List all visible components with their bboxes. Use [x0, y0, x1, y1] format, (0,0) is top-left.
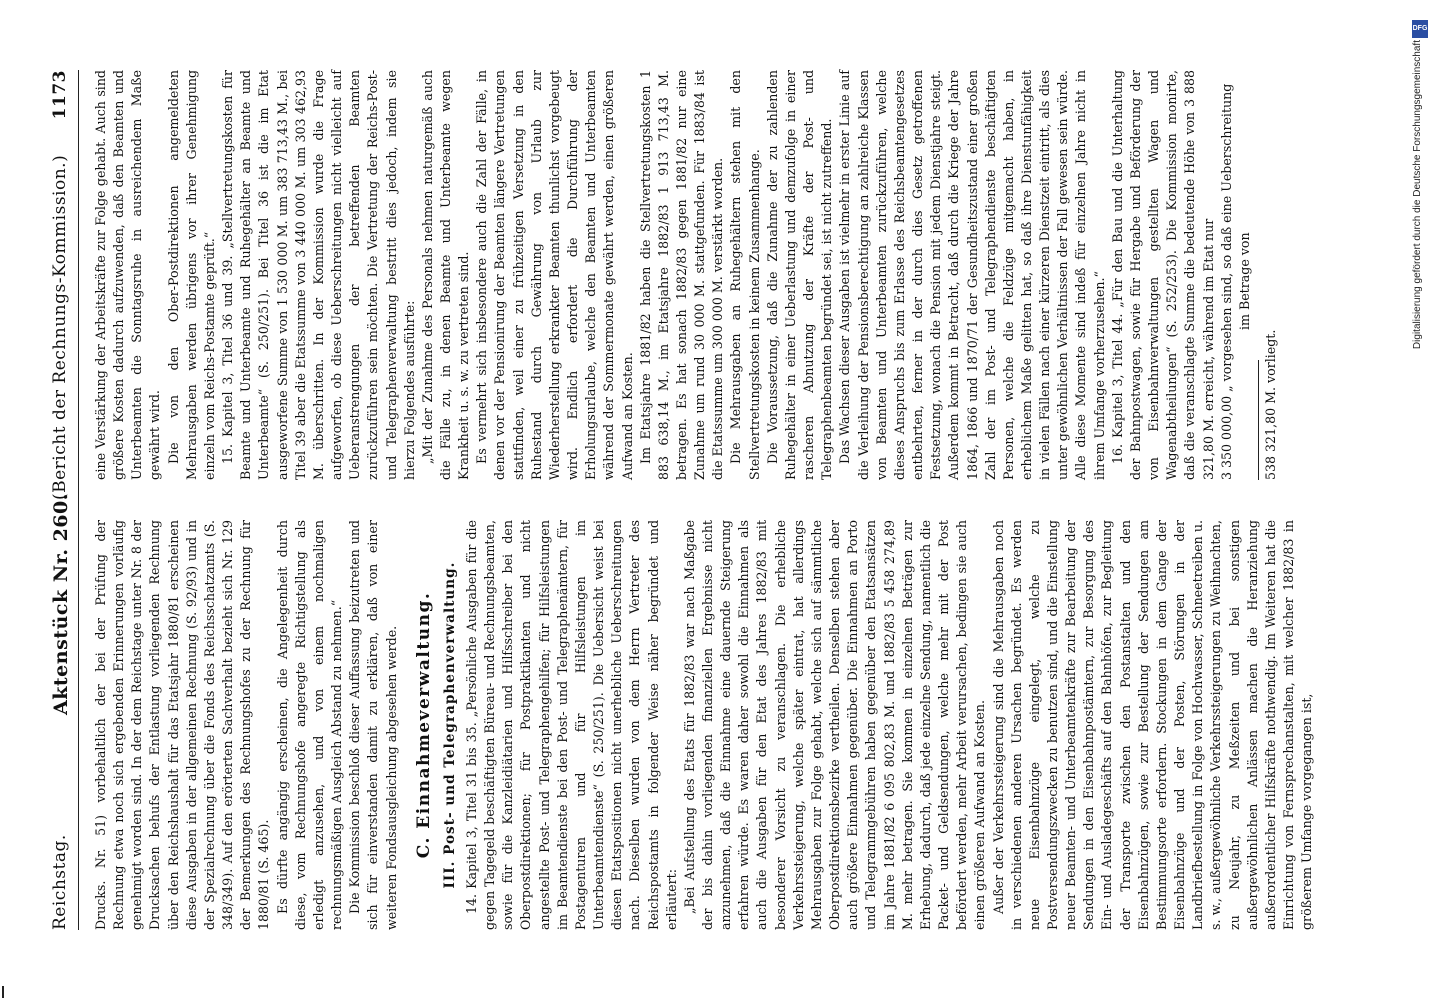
closing-line: im Betrage von [1236, 232, 1252, 330]
closing-line: 538 321,80 M. vorliegt. [1263, 329, 1278, 480]
paragraph: „Mit der Zunahme des Personals nehmen naturgemäß auch die Fälle zu, in denen Beamte und Unterbeamte wegen Krankheit u. s. w. zu vertreten sind. [419, 70, 472, 480]
paragraph: 14. Kapitel 3, Titel 31 bis 35. „Persönliche Ausgaben für die gegen Tagegeld beschäftigten Büreau- und Rechnungsbeamten, sowie für die Kanzleidiätarien und Hilfsschreiber bei den Oberpostdirektionen; für Postpraktikanten und nicht angestellte Post- und Telegraphengehilfen; für Hilfsleistungen im Beamtendienste bei den Post- und Telegraphenämtern, für Postagenturen und für Hilfsleistungen im Unterbeamtendienste“ (S. 250/251). Die Uebersicht weist bei diesen Etatspositionen nicht unerhebliche Ueberschreitungen nach. Dieselben wurden von dem Herrn Vertreter des Reichspostamts in folgender Weise näher begründet und erläutert: [463, 520, 679, 930]
header-left: Reichstag. [50, 834, 70, 930]
section-title: C. Einnahmeverwaltung. [413, 591, 434, 859]
closing-line: 3 350 000,00 „ vorgesehen sind, so daß eine Ueberschreitung [1218, 83, 1234, 480]
paragraph: Das Wachsen dieser Ausgaben ist vielmehr in erster Linie auf die Verleihung der Pensionsberechtigung an zahlreiche Klassen von Beamten und Unterbeamten zurückzuführen, welche dieses Anspruchs bis zum Erlasse des Reichsbeamtengesetzes entbehrten, ferner in der durch dies Gesetz getroffenen Festsetzung, wonach die Pension mit jedem Dienstjahre steigt. Außerdem kommt in Betracht, daß durch die Kriege der Jahre 1864, 1866 und 1870/71 der Gesundheitszustand einer großen Zahl der im Post- und Telegraphendienste beschäftigten Personen, welche die Feldzüge mitgemacht haben, in erheblichem Maße gelitten hat, so daß ihre Dienstunfähigkeit in vielen Fällen nach einer kürzeren Dienstzeit eintritt, als dies unter gewöhnlichen Verhältnissen der Fall gewesen sein würde. Alle diese Momente sind indeß für einzelnen Jahre nicht in ihrem Umfange vorherzusehen.“ [837, 70, 1107, 480]
right-column [92, 70, 1280, 480]
paragraph: Die Kommission beschloß dieser Auffassung beizutreten und sich für einverstanden damit zu erklären, daß von einer weiteren Fondsausgleichung abgesehen werde. [347, 520, 399, 930]
dfg-logo: DFG [1412, 20, 1428, 38]
paragraph: Außer der Verkehrssteigerung sind die Mehrausgaben noch in verschiedenen anderen Ursachen begründet. Es werden neue Eisenbahnzüge eingelegt, welche zu Postversendungszwecken zu benutzen sind, und die Einstellung neuer Beamten- und Unterbeamtenkräfte zur Bearbeitung der Sendungen in den Eisenbahnpostämtern, zur Besorgung des Ein- und Ausladegeschäfts auf den Bahnhöfen, zur Begleitung der Transporte zwischen den Postanstalten und den Eisenbahnzügen, sowie zur Bestellung der Sendungen am Bestimmungsorte erfordern. Stockungen in dem Gange der Eisenbahnzüge und der Posten, Störungen in der Landbriefbestellung in Folge von Hochwasser, Schneetreiben u. s. w., außergewöhnliche Verkehrssteigerungen zu Weihnachten, zu Neujahr, zu Meßzeiten und bei sonstigen außergewöhnlichen Anlässen machen die Heranziehung außerordentlicher Hilfskräfte nothwendig. Im Weiteren hat die Einrichtung von Fernsprechanstalten, mit welcher 1882/83 in größerem Umfange vorgegangen ist, [990, 520, 1315, 930]
left-column [92, 520, 1316, 930]
paragraph: eine Verstärkung der Arbeitskräfte zur Folge gehabt. Auch sind größere Kosten dadurch aufzuwenden, daß den Beamten und Unterbeamten die Sonntagsruhe in ausreichendem Maße gewährt wird. [93, 70, 163, 480]
page-header [44, 70, 79, 930]
subsection-title: III. Post- und Telegraphenverwaltung. [441, 561, 458, 889]
paragraph: Es dürfte angängig erscheinen, die Angelegenheit durch diese, vom Rechnungshofe angeregte Richtigstellung als erledigt anzusehen, und von einem nochmaligen rechnungsmäßigen Ausgleich Abstand zu nehmen.“ [274, 520, 345, 930]
paragraph: 16. Kapitel 3, Titel 44. „Für den Bau und die Unterhaltung der Bahnpostwagen, sowie für Hergabe und Beförderung der von Eisenbahnverwaltungen gestellten Wagen und Wagenabtheilungen“ (S. 252/253). Die Kommission monirte, daß die veranschlagte Summe die bedeutende Höhe von 3 888 321,80 M. erreicht, während im Etat nur [1109, 70, 1216, 480]
paragraph: 15. Kapitel 3, Titel 36 und 39. „Stellvertretungskosten für Beamte und Unterbeamte und Ruhegehälter an Beamte und Unterbeamte“ (S. 250/251). Bei Titel 36 ist die im Etat ausgeworfene Summe von 1 530 000 M. um 383 713,43 M., bei Titel 39 aber die Etatssumme von 3 440 000 M. um 303 462,93 M. überschritten. In der Kommission wurde die Frage aufgeworfen, ob diese Ueberschreitungen nicht vielleicht auf Ueberanstrengungen der betreffenden Beamten zurückzuführen sein möchten. Die Vertretung der Reichs-Post- und Telegraphenverwaltung bestritt dies jedoch, indem sie hierzu Folgendes ausführte: [220, 70, 417, 480]
paragraph: Drucks. Nr. 51) vorbehaltlich der bei der Prüfung der Rechnung etwa noch sich ergebenden Erinnerungen vorläufig genehmigt worden sind. In der dem Reichstage unter Nr. 8 der Drucksachen behufs der Entlastung vorliegenden Rechnung über den Reichshaushalt für das Etatsjahr 1880/81 erscheinen diese Ausgaben in der allgemeinen Rechnung (S. 92/93) und in der Spezialrechnung über die Fonds des Reichsschatzamts (S. 348/349). Auf den erörterten Sachverhalt bezieht sich Nr. 129 der Bemerkungen des Rechnungshofes zu der Rechnung für 1880/81 (S. 465). [93, 520, 272, 930]
header-doc-number: Aktenstück Nr. 260. [50, 493, 72, 715]
paragraph: Es vermehrt sich insbesondere auch die Zahl der Fälle, in denen vor der Pensionirung der Beamten längere Vertretungen stattfinden, weil einer zu frühzeitigen Versetzung in den Ruhestand durch Gewährung von Urlaub zur Wiederherstellung erkrankter Beamten thunlichst vorgebeugt wird. Endlich erfordert die Durchführung der Erholungsurlaube, welche den Beamten und Unterbeamten während der Sommermonate gewährt werden, einen größeren Aufwand an Kosten. [474, 70, 635, 480]
page-number: 1173 [50, 70, 70, 120]
sum-rule [1258, 360, 1259, 480]
dfg-sidebar [1412, 20, 1428, 980]
scan-edge-mark [2, 986, 4, 998]
header-center: (Bericht der Rechnungs-Kommission.) [50, 154, 70, 500]
paragraph: Die von den Ober-Postdirektionen angemeldeten Mehrausgaben werden übrigens vor ihrer Genehmigung einzeln vom Reichs-Postamte geprüft.“ [165, 70, 217, 480]
paragraph: Die Voraussetzung, daß die Zunahme der zu zahlenden Ruhegehälter in einer Ueberlastung und demzufolge in einer rascheren Abnutzung der Kräfte der Post- und Telegraphenbeamten begründet sei, ist nicht zutreffend. [764, 70, 835, 480]
funding-note: Digitalisierung gefördert durch die Deutsche Forschungsgemeinschaft [1412, 40, 1423, 350]
paragraph: Die Mehrausgaben an Ruhegehältern stehen mit den Stellvertretungskosten in keinem Zusammenhange. [728, 70, 762, 480]
paragraph: „Bei Aufstellung des Etats für 1882/83 war nach Maßgabe der bis dahin vorliegenden finanziellen Ergebnisse nicht anzunehmen, daß die Einnahme eine dauernde Steigerung erfahren würde. Es waren daher sowohl die Einnahmen als auch die Ausgaben für den Etat des Jahres 1882/83 mit besonderer Vorsicht zu veranschlagen. Die erhebliche Verkehrssteigerung, welche später eintrat, hat allerdings Mehrausgaben zur Folge gehabt, welche sich auf sämmtliche Oberpostdirektionsbezirke vertheilen. Denselben stehen aber auch größere Einnahmen gegenüber. Die Einnahmen an Porto und Telegrammgebühren haben gegenüber den Etatsansätzen im Jahre 1881/82 6 095 802,83 M. und 1882/83 5 458 274,89 M. mehr betragen. Sie kommen in einzelnen Beträgen zur Erhebung, dadurch, daß jede einzelne Sendung, namentlich die Packet- und Geldsendungen, welche mehr mit der Post befördert werden, mehr Arbeit verursachen, bedingen sie auch einen größeren Aufwand an Kosten. [681, 520, 988, 930]
paragraph: Im Etatsjahre 1881/82 haben die Stellvertretungskosten 1 883 638,14 M., im Etatsjahre 1882/83 1 913 713,43 M. betragen. Es hat sonach 1882/83 gegen 1881/82 nur eine Zunahme um rund 30 000 M. stattgefunden. Für 1883/84 ist die Etatssumme um 300 000 M. verstärkt worden. [637, 70, 726, 480]
